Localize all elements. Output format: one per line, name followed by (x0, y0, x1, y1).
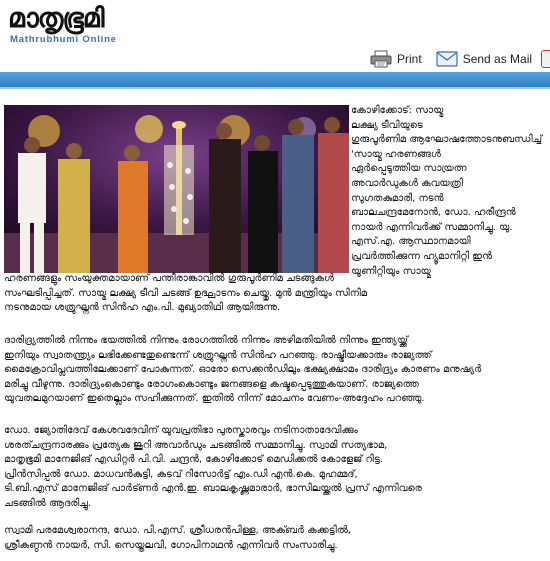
article-line: ശ്രീകണ്ഠൻ നായർ, സി. സെയ്തലവി, ഗോപിനാഥൻ എന്നിവർ സംസാരിച്ചു. (4, 539, 338, 551)
printer-icon (370, 50, 392, 68)
article-line: മാതൃഭൂമി മാനേജിങ് എഡിറ്റർ പി.വി. ചന്ദ്രൻ, കോഴിക്കോട് മെഡിക്കൽ കോളേജ് റിട്ട. (4, 454, 383, 466)
envelope-icon (436, 51, 458, 67)
article-line: മൈക്രോവിപ്ലവത്തിലേക്കാണ് പോകുന്നത്. ഓരോ സെക്കൻഡിലും ഭക്ഷ്യക്ഷാമം ദാരിദ്ര്യം കാരണം മനുഷ്യർ (4, 364, 482, 376)
article-paragraph-4 (4, 524, 544, 553)
send-mail-button[interactable] (428, 51, 532, 67)
article-paragraph-3 (4, 424, 544, 512)
article-paragraph-2 (4, 334, 544, 407)
article-photo (4, 105, 349, 273)
article-line: സ്വാമി പരമേശ്വരാനന്ദ, ഡോ. പി.എസ്. ശ്രീധരൻപിള്ള, അക്ബർ കക്കട്ടിൽ, (4, 525, 352, 536)
article-line: യുവതലമുറയാണ് ഇതെല്ലാം സഹിക്കുന്നത്. ഇതിൽ നിന്ന് മോചനം വേണം-അദ്ദേഹം പറഞ്ഞു. (4, 393, 425, 405)
article-line: ഹരണങ്ങളും സംയുക്തമായാണ് പന്തീരാങ്കാവിൽ ഗുരുപൂർണിമ ചടങ്ങുകൾ (4, 273, 335, 284)
event-photo-image (4, 105, 349, 273)
article-line: നായർ എന്നിവർക്ക് സമ്മാനിച്ചു. യു. (351, 221, 513, 233)
print-button[interactable] (370, 50, 422, 68)
article-intro (351, 104, 546, 279)
article-line: ഇനിയും സ്വാതന്ത്ര്യം ലഭിക്കേണ്ടതുണ്ടെന്ന് ശത്രുഘ്നൻ സിൻഹ പറഞ്ഞു. രാഷ്ട്രീയക്കാരും രാജ്യത്ത് (4, 349, 432, 361)
article-line: ശരത്ചന്ദ്രനാരക്കും പ്രത്യേക ജൂറി അവാർഡും ചടങ്ങിൽ സമ്മാനിച്ചു. സ്വാമി സത്യഭാമ, (4, 439, 388, 451)
article-line: അവാർഡുകൾ കവയത്രി (351, 177, 463, 189)
extra-tool-icon[interactable] (541, 50, 550, 68)
article-line: യൂണിറ്റിയും സായ്മ (351, 265, 431, 277)
print-label: Print (397, 52, 422, 66)
article-line: ഗുരുപൂർണിമ ആഘോഷത്തോടനുബന്ധിച്ച് (351, 134, 543, 146)
site-subtitle: Mathrubhumi Online (10, 34, 117, 45)
article-line: കോഴിക്കോട്: സായ്മ (351, 105, 444, 116)
article-line: 'സായ്മ ഹരണങ്ങൾ (351, 148, 441, 160)
article-line: സുഗതകുമാരി, നടൻ (351, 192, 444, 204)
article-line: ബാലചന്ദ്രമേനോൻ, ഡോ. ഹരീന്ദ്രൻ (351, 207, 516, 219)
send-mail-label: Send as Mail (462, 52, 533, 66)
section-bar-line (0, 87, 550, 89)
article-line: സംഘടിപ്പിച്ചത്. സായ്മ ലക്ഷ്യ ടീവി ചടങ്ങ് ഉദ്ഘാടനം ചെയ്തു. മുൻ മന്ത്രിയും സിനിമ (4, 287, 368, 299)
article-tools (370, 50, 532, 68)
article-line: ചടങ്ങിൽ ആദരിച്ചു. (4, 497, 92, 509)
site-logo[interactable]: മാതൃഭൂമി (8, 3, 104, 34)
article-line: ദാരിദ്ര്യത്തിൽ നിന്നും ഭയത്തിൽ നിന്നും രോഗത്തിൽ നിന്നും അഴിമതിയിൽ നിന്നും ഇന്ത്യയ്ക്ക് (4, 335, 408, 346)
article-line: നടനുമായ ശത്രുഘ്നൻ സിൻഹ എം.പി. മുഖ്യാതിഥി ആയിരുന്നു. (4, 302, 281, 314)
article-line: പ്രവർത്തിക്കുന്ന ഹ്യൂമാനിറ്റി ഇൻ (351, 250, 493, 262)
article-line: എസ്.എ. ആസ്ഥാനമായി (351, 236, 471, 248)
article-line: ഡോ. ജ്യോതിദേവ് കേശവദേവിന് യുവപ്രതിഭാ പുരസ്കാരവും നടിനാതാദേവിക്കും (4, 425, 358, 436)
article-line: മരിച്ചു വീഴുന്നു. ദാരിദ്ര്യംകൊണ്ടും രോഗംകൊണ്ടും ജനങ്ങളെ കഷ്ടപ്പെടുത്തുകയാണ്. രാജ്യത്തെ (4, 378, 419, 390)
article-line: ലക്ഷ്യ ടീവിയുടെ (351, 119, 423, 131)
section-bar (0, 72, 550, 87)
article-line: ഏർപ്പെടുത്തിയ സായ്രത്ന (351, 163, 467, 175)
site-header (0, 0, 550, 70)
article-line: പ്രിൻസിപ്പൽ ഡോ. മാധവൻകുട്ടി, കടവ് റിസോർട്ട് എം.ഡി എൻ.കെ. മുഹമ്മദ്, (4, 468, 358, 480)
article-line: ടി.ബി.എസ് മാനേജിങ് പാർട്ണർ എൻ.ഇ. ബാലകൃഷ്ണമാരാർ, ഭാസിലയ്ക്കൽ പ്രസ് എന്നിവരെ (4, 483, 422, 495)
article-paragraph-1 (4, 272, 544, 316)
